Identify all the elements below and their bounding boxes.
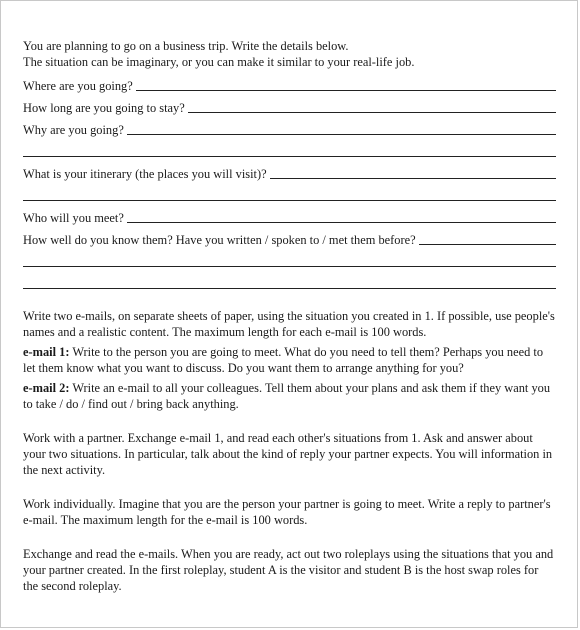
- email-2-label: e-mail 2:: [23, 381, 70, 395]
- answer-line[interactable]: [127, 221, 556, 223]
- task-4-text: Work individually. Imagine that you are the person your partner is going to meet. Write a reply to partner's e-mail. The maximum length for the e-mail is 100 words.: [23, 497, 551, 527]
- task-3-text: Work with a partner. Exchange e-mail 1, and read each other's situations from 1. Ask and answer about your two situations. In particular, talk about the kind of reply your partner expects. You will information in the next activity.: [23, 431, 553, 477]
- question-label: Why are you going?: [23, 123, 124, 137]
- question-label: How long are you going to stay?: [23, 101, 185, 115]
- email-1-label: e-mail 1:: [23, 345, 70, 359]
- question-row: [23, 72, 556, 94]
- answer-line[interactable]: [23, 266, 556, 267]
- question-label: Who will you meet?: [23, 211, 124, 225]
- answer-line[interactable]: [23, 288, 556, 289]
- task-2: [23, 308, 556, 412]
- question-row: [23, 116, 556, 138]
- answer-line-continuation[interactable]: [23, 270, 556, 292]
- answer-line-continuation[interactable]: [23, 248, 556, 270]
- intro-line-2: The situation can be imaginary, or you can make it similar to your real-life job.: [23, 55, 415, 69]
- question-row: [23, 94, 556, 116]
- question-label: Where are you going?: [23, 79, 133, 93]
- answer-line[interactable]: [419, 243, 556, 245]
- answer-line[interactable]: [127, 133, 556, 135]
- task-2-text: Write two e-mails, on separate sheets of paper, using the situation you created in 1. If possible, use people's names and a realistic content. The maximum length for each e-mail is 100 words.: [23, 309, 555, 339]
- intro-line-1: You are planning to go on a business trip. Write the details below.: [23, 39, 349, 53]
- answer-line[interactable]: [270, 177, 556, 179]
- question-label: What is your itinerary (the places you will visit)?: [23, 167, 267, 181]
- email-1-text: Write to the person you are going to meet. What do you need to tell them? Perhaps you need to let them know what you want to discuss. Do you want them to arrange anything for you?: [23, 345, 544, 375]
- answer-line[interactable]: [23, 156, 556, 157]
- email-2-instruction: [23, 380, 556, 412]
- question-label: How well do you know them? Have you written / spoken to / met them before?: [23, 233, 416, 247]
- email-1-instruction: [23, 344, 556, 376]
- answer-line[interactable]: [136, 89, 556, 91]
- answer-line[interactable]: [188, 111, 556, 113]
- question-row: [23, 204, 556, 226]
- answer-line-continuation[interactable]: [23, 138, 556, 160]
- question-list: [23, 72, 556, 292]
- question-row: [23, 226, 556, 248]
- answer-line-continuation[interactable]: [23, 182, 556, 204]
- question-row: [23, 160, 556, 182]
- task-5-text: Exchange and read the e-mails. When you are ready, act out two roleplays using the situations that you and your partner created. In the first roleplay, student A is the visitor and student B is the host swap roles for the second roleplay.: [23, 547, 554, 593]
- worksheet-content: [23, 38, 556, 594]
- email-2-text: Write an e-mail to all your colleagues. Tell them about your plans and ask them if they want you to take / do / find out / bring back anything.: [23, 381, 551, 411]
- answer-line[interactable]: [23, 200, 556, 201]
